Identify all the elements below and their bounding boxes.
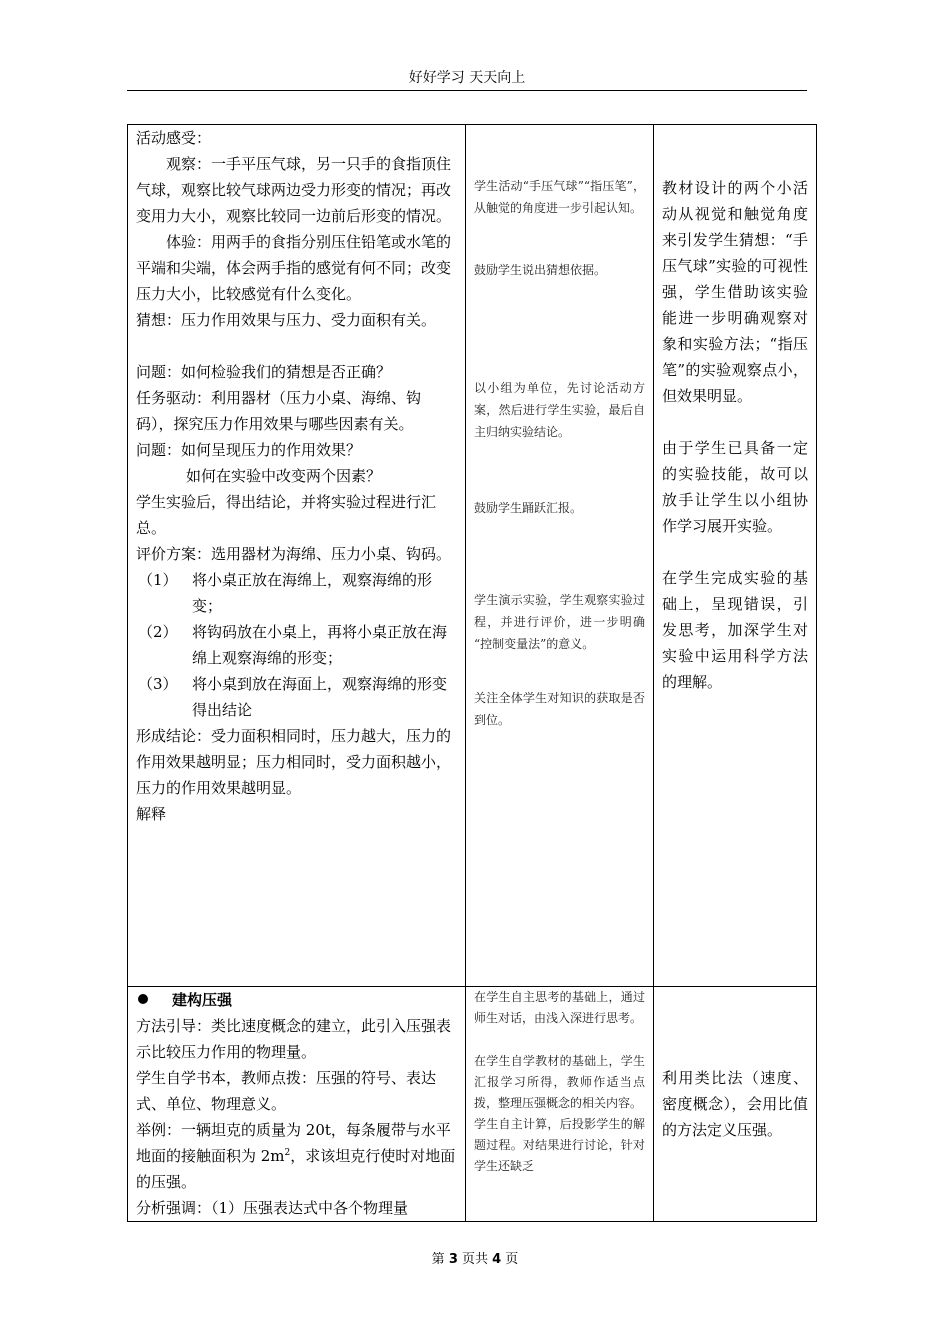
text-line: 形成结论：受力面积相同时，压力越大，压力的作用效果越明显；压力相同时，受力面积越小，压力的作用效果越明显。 [136, 727, 452, 797]
student-activity-cell [466, 987, 654, 1222]
text-line: 问题：如何呈现压力的作用效果？ [136, 441, 362, 459]
text-line: 学生活动“手压气球”“指压笔”，从触觉的角度进一步引起认知。 [474, 179, 645, 215]
lesson-table [127, 124, 817, 1222]
text-line: 举例：一辆坦克的质量为 20t，每条履带与水平地面的接触面积为 $2m^2$，求该坦克行使时对地面的压强。 [136, 1121, 456, 1191]
text-line: 方法引导：类比速度概念的建立，此引入压强表示比较压力作用的物理量。 [136, 1017, 452, 1061]
text-line: 由于学生已具备一定的实验技能，故可以放手让学生以小组协作学习展开实验。 [662, 439, 808, 535]
text-line: 解释 [136, 805, 167, 823]
text-line: 以小组为单位，先讨论活动方案，然后进行学生实验，最后自主归纳实验结论。 [474, 381, 645, 439]
text-line: 学生自主计算，后投影学生的解题过程。对结果进行讨论，针对学生还缺乏 [474, 1117, 645, 1173]
student-activity-cell [466, 125, 654, 987]
table-row [128, 125, 817, 987]
text-line: 关注全体学生对知识的获取是否到位。 [474, 691, 645, 727]
text-line: 学生演示实验，学生观察实验过程，并进行评价，进一步明确 “控制变量法”的意义。 [474, 593, 645, 651]
text-line: 评价方案：选用器材为海绵、压力小桌、钩码。 [136, 545, 452, 563]
page-number: 3 [448, 1252, 458, 1267]
main-content-cell [128, 987, 466, 1222]
text-line: 在学生完成实验的基础上，呈现错误，引发思考，加深学生对实验中运用科学方法的理解。 [662, 569, 808, 691]
list-item: （3） 将小桌到放在海面上，观察海绵的形变得出结论 [138, 675, 448, 719]
page-footer: 第 3 页共 4 页 [431, 1252, 519, 1267]
text-line: 学生自学书本，教师点拨：压强的符号、表达式、单位、物理意义。 [136, 1069, 437, 1113]
text-line: 在学生自学教材的基础上，学生汇报学习所得，教师作适当点拨，整理压强概念的相关内容。 [474, 1054, 645, 1110]
header-rule [127, 90, 807, 91]
page-total: 4 [492, 1252, 502, 1267]
text-line: 体验：用两手的食指分别压住铅笔或水笔的平端和尖端，体会两手指的感觉有何不同；改变压力大小，比较感觉有什么变化。 [136, 233, 452, 303]
text-line: 学生实验后，得出结论，并将实验过程进行汇总。 [136, 493, 437, 537]
list-item: （2） 将钩码放在小桌上，再将小桌正放在海绵上观察海绵的形变； [138, 623, 448, 667]
text-line: 如何在实验中改变两个因素？ [186, 467, 382, 485]
text-line: 教材设计的两个小活动从视觉和触觉角度来引发学生猜想：“手压气球”实验的可视性强，学生借助该实验能进一步明确观察对象和实验方法；“指压笔”的实验观察点小，但效果明显。 [662, 179, 808, 405]
page-header: 好好学习 天天向上 [408, 70, 526, 86]
main-content-cell [128, 125, 466, 987]
text-line: 猜想：压力作用效果与压力、受力面积有关。 [136, 311, 437, 329]
text-line: 分析强调：（1）压强表达式中各个物理量 [136, 1199, 409, 1217]
text-line: 观察：一手平压气球，另一只手的食指顶住气球，观察比较气球两边受力形变的情况；再改变用力大小，观察比较同一边前后形变的情况。 [136, 155, 452, 225]
bullet-icon [138, 994, 148, 1004]
list-item: （1） 将小桌正放在海绵上，观察海绵的形变； [138, 571, 433, 615]
design-intent-cell [654, 987, 817, 1222]
text-line: 在学生自主思考的基础上，通过师生对话，由浅入深进行思考。 [474, 990, 645, 1025]
text-line: 利用类比法（速度、密度概念），会用比值的方法定义压强。 [662, 1069, 808, 1139]
text-line: 鼓励学生踊跃汇报。 [474, 501, 583, 515]
table-row [128, 987, 817, 1222]
text-line: 鼓励学生说出猜想依据。 [474, 263, 607, 277]
design-intent-cell [654, 125, 817, 987]
text-line: 问题：如何检验我们的猜想是否正确？ [136, 363, 392, 381]
section-heading: 建构压强 [136, 987, 457, 1013]
text-line: 任务驱动：利用器材（压力小桌、海绵、钩码），探究压力作用效果与哪些因素有关。 [136, 389, 422, 433]
text-line: 活动感受： [136, 129, 212, 147]
